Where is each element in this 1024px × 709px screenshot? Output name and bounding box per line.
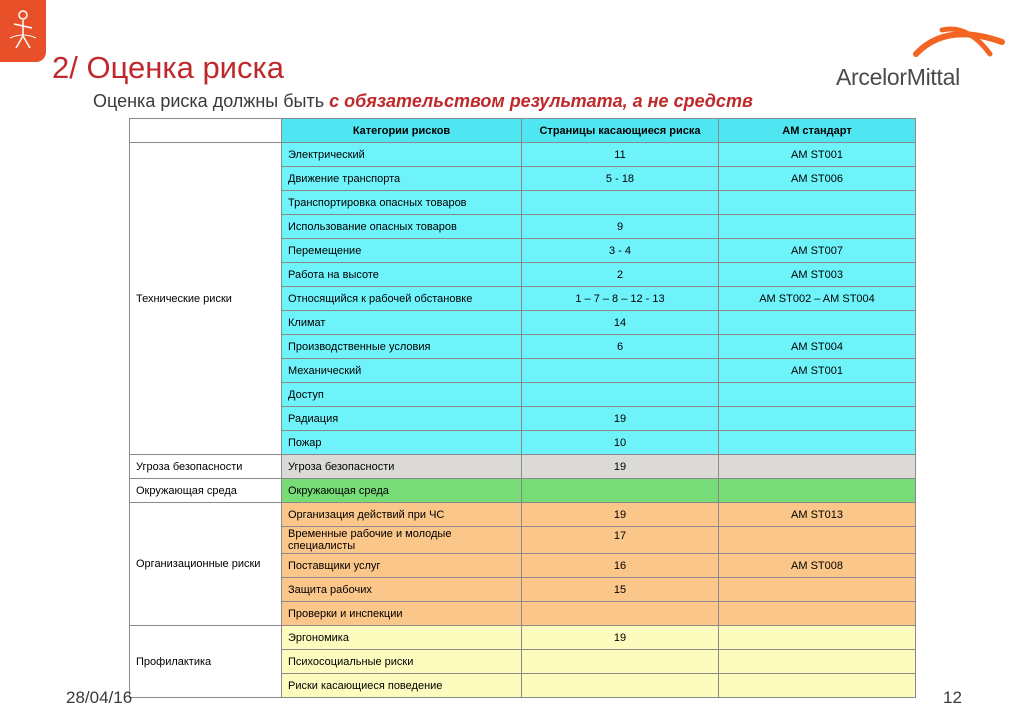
table-row (130, 143, 916, 167)
cell-category: Риски касающиеся поведение (282, 674, 522, 698)
cell-category: Эргономика (282, 626, 522, 650)
cell-pages: 5 - 18 (522, 167, 719, 191)
cell-pages: 16 (522, 554, 719, 578)
cell-pages: 2 (522, 263, 719, 287)
cell-category: Психосоциальные риски (282, 650, 522, 674)
cell-pages: 19 (522, 407, 719, 431)
cell-standard (719, 455, 916, 479)
cell-pages: 17 (522, 527, 719, 554)
cell-category: Электрический (282, 143, 522, 167)
cell-standard: AM ST013 (719, 503, 916, 527)
cell-category: Организация действий при ЧС (282, 503, 522, 527)
cell-pages: 11 (522, 143, 719, 167)
cell-category: Доступ (282, 383, 522, 407)
cell-pages: 9 (522, 215, 719, 239)
cell-category: Пожар (282, 431, 522, 455)
cell-pages: 19 (522, 455, 719, 479)
cell-standard (719, 431, 916, 455)
table-row (130, 455, 916, 479)
cell-pages: 19 (522, 503, 719, 527)
cell-standard (719, 650, 916, 674)
cell-standard (719, 578, 916, 602)
cell-standard: AM ST003 (719, 263, 916, 287)
cell-standard: AM ST008 (719, 554, 916, 578)
cell-pages: 6 (522, 335, 719, 359)
subtitle-emphasis: с обязательством результата, а не средств (329, 91, 753, 111)
cell-pages (522, 674, 719, 698)
cell-pages (522, 650, 719, 674)
swoosh-icon (912, 20, 1006, 60)
brand-name: ArcelorMittal (836, 64, 960, 90)
table-header-row (130, 119, 916, 143)
cell-category: Механический (282, 359, 522, 383)
arcelormittal-logo (836, 20, 1006, 90)
table-row (130, 503, 916, 527)
cell-pages: 10 (522, 431, 719, 455)
group-environment: Окружающая среда (130, 479, 282, 503)
cell-standard (719, 674, 916, 698)
cell-category: Относящийся к рабочей обстановке (282, 287, 522, 311)
cell-category: Перемещение (282, 239, 522, 263)
page-number: 12 (943, 688, 962, 707)
cell-pages: 19 (522, 626, 719, 650)
cell-standard (719, 527, 916, 554)
group-prevention: Профилактика (130, 626, 282, 698)
group-technical: Технические риски (130, 143, 282, 455)
cell-category: Климат (282, 311, 522, 335)
cell-standard: AM ST002 – AM ST004 (719, 287, 916, 311)
cell-pages (522, 479, 719, 503)
table-row (130, 479, 916, 503)
cell-standard (719, 479, 916, 503)
cell-standard (719, 602, 916, 626)
cell-pages: 3 - 4 (522, 239, 719, 263)
header-standard: AM стандарт (719, 119, 916, 143)
cell-category: Производственные условия (282, 335, 522, 359)
cell-category: Окружающая среда (282, 479, 522, 503)
group-security: Угроза безопасности (130, 455, 282, 479)
cell-standard: AM ST001 (719, 143, 916, 167)
cell-standard (719, 311, 916, 335)
cell-standard (719, 215, 916, 239)
cell-pages (522, 191, 719, 215)
cell-category: Радиация (282, 407, 522, 431)
event-logo (0, 0, 46, 62)
table-row (130, 626, 916, 650)
cell-standard: AM ST006 (719, 167, 916, 191)
subtitle-plain: Оценка риска должны быть (93, 91, 330, 111)
cell-category: Поставщики услуг (282, 554, 522, 578)
cell-standard: AM ST001 (719, 359, 916, 383)
header-empty (130, 119, 282, 143)
cell-pages: 14 (522, 311, 719, 335)
cell-category: Временные рабочие и молодые специалисты (282, 527, 522, 554)
cell-standard (719, 626, 916, 650)
cell-category: Использование опасных товаров (282, 215, 522, 239)
slide-date: 28/04/16 (66, 688, 133, 707)
group-organisational: Организационные риски (130, 503, 282, 626)
cell-standard: AM ST004 (719, 335, 916, 359)
cell-pages: 15 (522, 578, 719, 602)
cell-standard (719, 407, 916, 431)
header-pages: Страницы касающиеся риска (522, 119, 719, 143)
cell-category: Защита рабочих (282, 578, 522, 602)
risk-table (129, 118, 916, 698)
cell-category: Угроза безопасности (282, 455, 522, 479)
cell-category: Работа на высоте (282, 263, 522, 287)
slide-title: 2/ Оценка риска (52, 50, 284, 85)
cell-standard (719, 191, 916, 215)
cell-category: Транспортировка опасных товаров (282, 191, 522, 215)
cell-pages (522, 359, 719, 383)
figure-icon (6, 8, 40, 54)
cell-category: Движение транспорта (282, 167, 522, 191)
header-category: Категории рисков (282, 119, 522, 143)
cell-category: Проверки и инспекции (282, 602, 522, 626)
cell-standard (719, 383, 916, 407)
cell-pages (522, 602, 719, 626)
slide-subtitle (93, 92, 753, 110)
cell-pages: 1 – 7 – 8 – 12 - 13 (522, 287, 719, 311)
cell-pages (522, 383, 719, 407)
cell-standard: AM ST007 (719, 239, 916, 263)
